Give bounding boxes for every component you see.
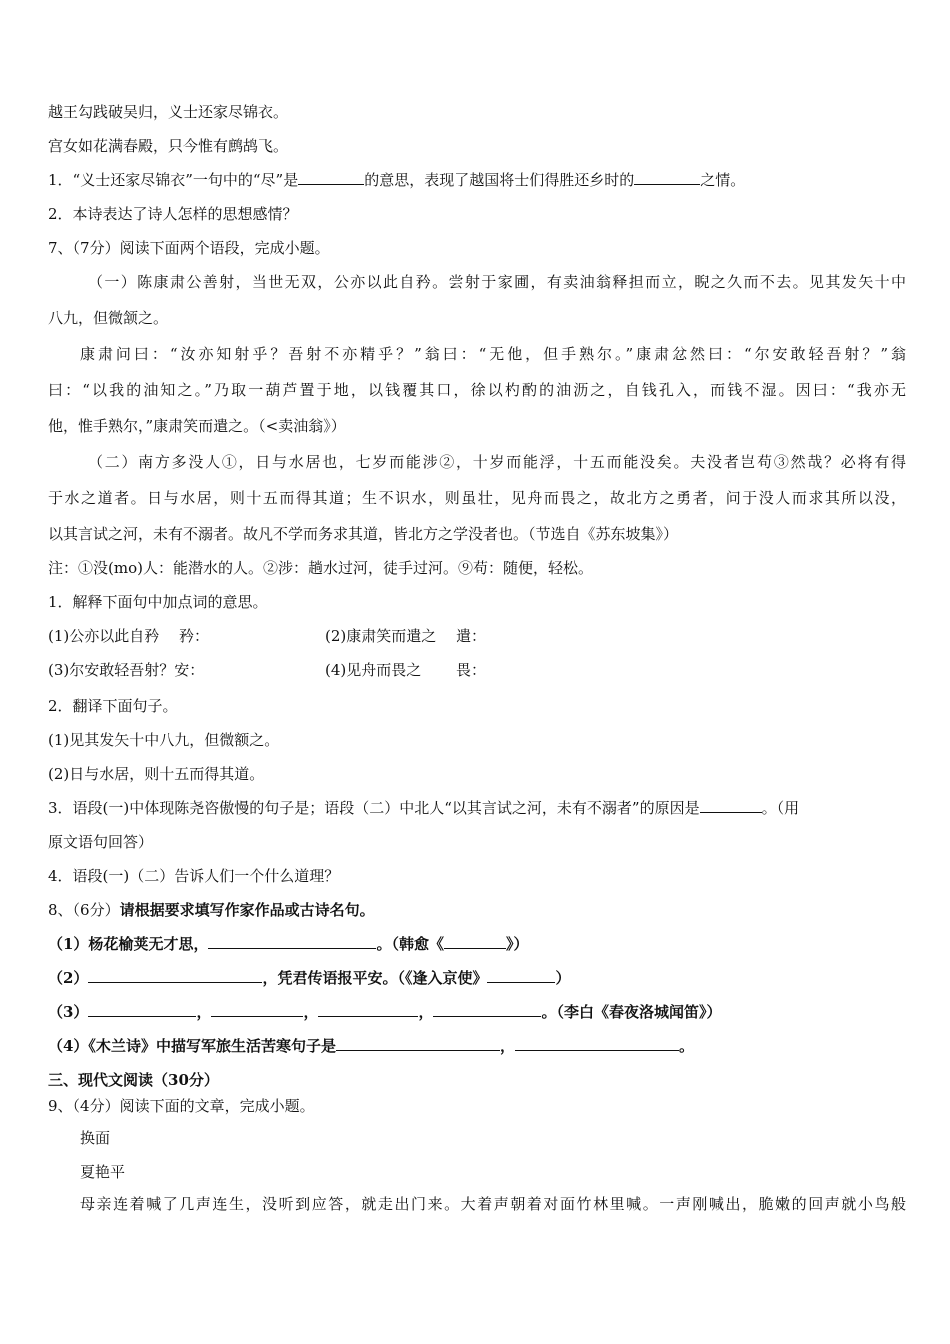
answer-blank[interactable] (298, 170, 364, 185)
q8-item-1-post: 》） (505, 935, 529, 953)
q7-p3-line3: 以其言试之河，未有不溺者。故凡不学而务求其道，皆北方之学没者也。（节选自《苏东坡集》） (48, 525, 679, 543)
section-3-heading: 三、现代文阅读（30分） (48, 1071, 219, 1089)
q9-article-author: 夏艳平 (80, 1163, 126, 1181)
answer-blank[interactable] (208, 934, 376, 949)
q8-header-bold: 请根据要求填写作家作品或古诗名句。 (119, 901, 375, 919)
q7-p1-line1: （一）陈康肃公善射，当世无双，公亦以此自矜。尝射于家圃，有卖油翁释担而立，睨之久而不去。见其发矢十中 (88, 273, 906, 291)
q6-item-1-mid: 的意思，表现了越国将士们得胜还乡时的 (364, 171, 635, 189)
q7-sub1-a: (1)公亦以此自矜 矜： (48, 627, 210, 645)
q6-item-1-post: 之情。 (700, 171, 746, 189)
q7-sub2-a: (1)见其发矢十中八九，但微额之。 (48, 731, 280, 749)
q9-article-title: 换面 (80, 1129, 111, 1147)
poem-line-1: 越王勾践破吴归，义士还家尽锦衣。 (48, 103, 289, 121)
answer-blank[interactable] (634, 170, 700, 185)
q7-note: 注：①没(mo)人：能潜水的人。②涉：趟水过河，徒手过河。⑨苟：随便，轻松。 (48, 559, 593, 577)
q8-item-4-comma: ， (499, 1037, 515, 1055)
poem-line-2: 宫女如花满春殿，只今惟有鹧鸪飞。 (48, 137, 289, 155)
answer-blank[interactable] (318, 1002, 418, 1017)
q8-item-3-comma-3: ， (418, 1003, 434, 1021)
q8-header-pre: 8、（6分） (48, 901, 120, 919)
q8-item-4-pre: （4）《木兰诗》中描写军旅生活苦寒句子是 (48, 1037, 336, 1055)
q6-item-1 (48, 170, 906, 190)
q7-sub3-pre: 3．语段(一)中体现陈尧咨傲慢的句子是；语段（二）中北人“以其言试之河，未有不溺者”的原因是 (48, 799, 700, 817)
q7-sub4: 4．语段(一)（二）告诉人们一个什么道理？ (48, 867, 340, 885)
q7-p2-line2: 曰：“以我的油知之。”乃取一葫芦置于地，以钱覆其口，徐以杓酌的油沥之，自钱孔入，而钱不湿。因曰：“我亦无 (48, 381, 906, 399)
q9-paragraph-1: 母亲连着喊了几声连生，没听到应答，就走出门来。大着声朝着对面竹林里喊。一声刚喊出，脆嫩的回声就小鸟般 (80, 1195, 906, 1213)
q8-item-2 (48, 968, 906, 988)
q6-item-2: 2．本诗表达了诗人怎样的思想感情？ (48, 205, 298, 223)
q7-p2-line1: 康肃问曰：“汝亦知射乎？吾射不亦精乎？”翁曰：“无他，但手熟尔。”康肃忿然曰：“尔安敢轻吾射？”翁 (80, 345, 906, 363)
q8-item-4 (48, 1036, 906, 1056)
q8-item-3-comma-1: ， (196, 1003, 212, 1021)
q7-p1-line2: 八九，但微颔之。 (48, 309, 169, 327)
q6-item-1-pre: 1．“义士还家尽锦衣”一句中的“尽”是 (48, 171, 299, 189)
q7-p2-line3: 他，惟手熟尔，”康肃笑而遣之。（<卖油翁》） (48, 417, 346, 435)
answer-blank[interactable] (487, 968, 555, 983)
q7-sub1-b: (2)康肃笑而遣之 遣： (325, 627, 487, 645)
q8-item-1-mid: 。（韩愈《 (376, 935, 444, 953)
q8-item-2-post: ） (555, 969, 571, 987)
q8-item-2-mid: ，凭君传语报平安。（《逢入京使》 (262, 969, 488, 987)
answer-blank[interactable] (211, 1002, 303, 1017)
q8-item-3-post: 。（李白《春夜洛城闻笛》） (541, 1003, 722, 1021)
q7-sub2-title: 2．翻译下面句子。 (48, 697, 178, 715)
answer-blank[interactable] (433, 1002, 541, 1017)
q8-header (48, 900, 906, 920)
q7-header: 7、（7分）阅读下面两个语段，完成小题。 (48, 239, 330, 257)
q7-p3-line1: （二）南方多没人①，日与水居也，七岁而能涉②，十岁而能浮，十五而能没矣。夫没者岂苟③然哉？必将有得 (88, 453, 906, 471)
q8-item-3-pre: （3） (48, 1003, 89, 1021)
q7-sub3-line1 (48, 798, 906, 818)
answer-blank[interactable] (700, 798, 762, 813)
q7-sub1-d: (4)见舟而畏之 畏： (325, 661, 487, 679)
q7-sub3-post: 。（用 (761, 799, 800, 817)
q7-sub3-line2: 原文语句回答） (48, 833, 154, 851)
q8-item-1-pre: （1）杨花榆荚无才思， (48, 935, 209, 953)
q7-p3-line2: 于水之道者。日与水居，则十五而得其道；生不识水，则虽壮，见舟而畏之，故北方之勇者，问于没人而求其所以没， (48, 489, 906, 507)
q8-item-4-end: 。 (678, 1037, 694, 1055)
answer-blank[interactable] (336, 1036, 500, 1051)
q8-item-2-pre: （2） (48, 969, 89, 987)
q8-item-3-comma-2: ， (303, 1003, 319, 1021)
q7-sub1-title: 1．解释下面句中加点词的意思。 (48, 593, 268, 611)
q8-item-1 (48, 934, 906, 954)
q9-header: 9、（4分）阅读下面的文章，完成小题。 (48, 1097, 315, 1115)
q7-sub2-b: (2)日与水居，则十五而得其道。 (48, 765, 265, 783)
q8-item-3 (48, 1002, 906, 1022)
q7-sub1-c: (3)尔安敢轻吾射？安： (48, 661, 205, 679)
answer-blank[interactable] (444, 934, 506, 949)
answer-blank[interactable] (88, 1002, 196, 1017)
answer-blank[interactable] (515, 1036, 679, 1051)
answer-blank[interactable] (88, 968, 262, 983)
